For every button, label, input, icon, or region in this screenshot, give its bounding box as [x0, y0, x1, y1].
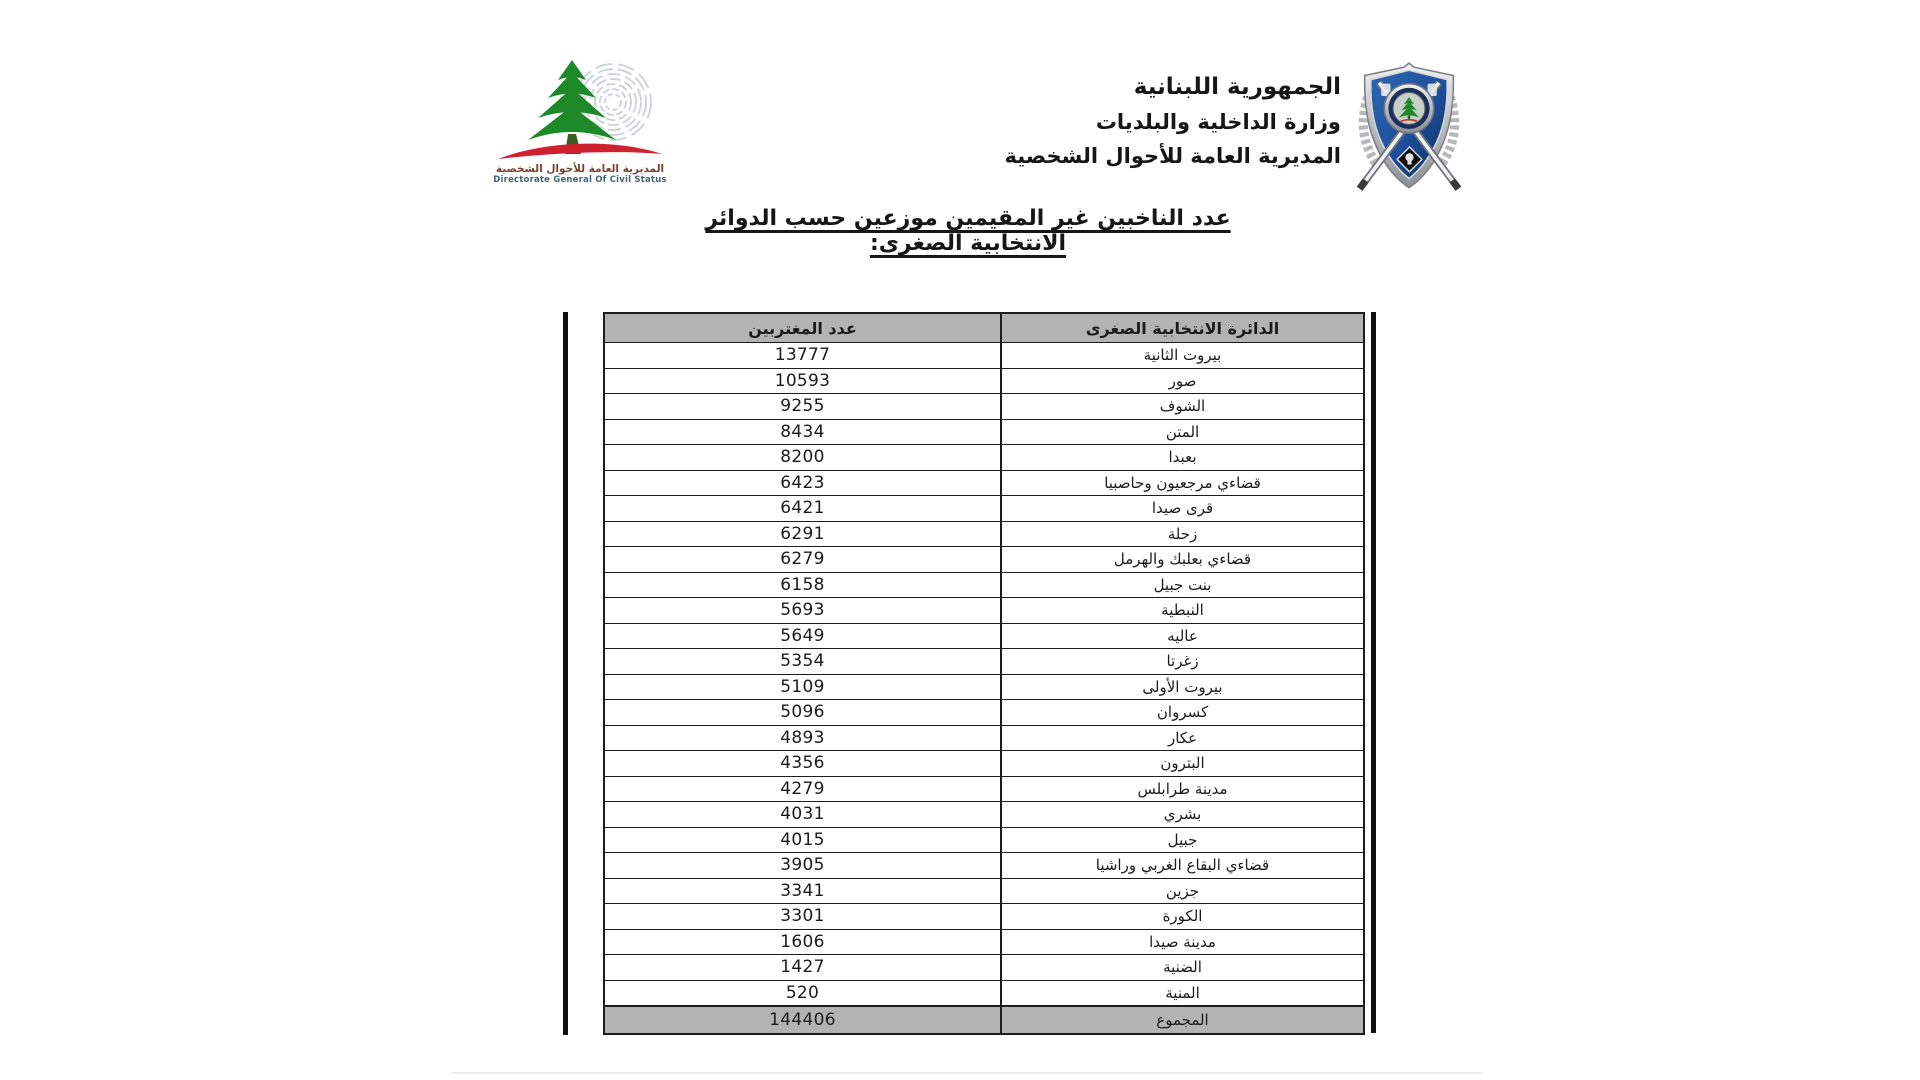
- expatriates-count-cell: 3301: [605, 904, 1002, 929]
- table-row: [605, 495, 1363, 521]
- table-row: [605, 393, 1363, 419]
- expatriates-count-cell: 5354: [605, 649, 1002, 674]
- expatriates-count-cell: 520: [605, 981, 1002, 1006]
- table-row: [605, 419, 1363, 445]
- expatriates-count-cell: 4015: [605, 828, 1002, 853]
- total-count-cell: 144406: [605, 1007, 1002, 1033]
- ministry-title: وزارة الداخلية والبلديات: [1095, 110, 1341, 134]
- table-total-row: [605, 1005, 1363, 1033]
- red-swoosh: [498, 144, 662, 159]
- table-row: [605, 521, 1363, 547]
- expatriates-count-cell: 3905: [605, 853, 1002, 878]
- table-row: [605, 623, 1363, 649]
- expatriates-count-cell: 9255: [605, 394, 1002, 419]
- district-name-cell: بشري: [1163, 805, 1202, 824]
- table-row: [605, 674, 1363, 700]
- expatriates-count-cell: 8200: [605, 445, 1002, 470]
- right-vertical-rule: [1371, 312, 1376, 1033]
- expatriates-count-cell: 1606: [605, 930, 1002, 955]
- expatriates-count-cell: 5109: [605, 675, 1002, 700]
- district-name-cell: الضنية: [1163, 958, 1202, 977]
- district-name-cell: بيروت الأولى: [1142, 677, 1223, 696]
- cedar-tree-icon: [528, 60, 616, 154]
- expatriates-count-cell: 6421: [605, 496, 1002, 521]
- district-name-cell: قرى صيدا: [1151, 499, 1214, 518]
- district-name-cell: الكورة: [1162, 907, 1203, 926]
- district-name-cell: صور: [1168, 371, 1197, 390]
- table-row: [605, 470, 1363, 496]
- column-header-electoral-district: الدائرة الانتخابية الصغرى: [1085, 318, 1280, 338]
- table-row: [605, 776, 1363, 802]
- expatriates-count-cell: 5096: [605, 700, 1002, 725]
- table-row: [605, 444, 1363, 470]
- district-name-cell: عكار: [1167, 728, 1198, 747]
- district-name-cell: مدينة طرابلس: [1137, 779, 1228, 798]
- districts-table: [603, 312, 1365, 1035]
- cedar-medallion-icon: [1384, 84, 1433, 133]
- district-name-cell: المنية: [1165, 983, 1200, 1002]
- district-name-cell: عاليه: [1167, 626, 1198, 645]
- expatriates-count-cell: 4893: [605, 726, 1002, 751]
- district-name-cell: بيروت الثانية: [1143, 346, 1222, 365]
- district-name-cell: جزين: [1165, 881, 1200, 900]
- document-title: عدد الناخبين غير المقيمين موزعين حسب الدوائر الانتخابية الصغرى:: [705, 206, 1231, 256]
- expatriates-count-cell: 8434: [605, 420, 1002, 445]
- district-name-cell: قضاءي بعلبك والهرمل: [1113, 550, 1252, 569]
- expatriates-count-cell: 3341: [605, 879, 1002, 904]
- expatriates-count-cell: 5649: [605, 624, 1002, 649]
- expatriates-count-cell: 1427: [605, 955, 1002, 980]
- expatriates-count-cell: 13777: [605, 343, 1002, 368]
- district-name-cell: كسروان: [1156, 703, 1209, 722]
- district-name-cell: البترون: [1160, 754, 1205, 773]
- district-name-cell: بنت جبيل: [1153, 575, 1212, 594]
- district-name-cell: زحلة: [1167, 524, 1198, 543]
- table-row: [605, 852, 1363, 878]
- table-row: [605, 597, 1363, 623]
- left-logo-caption-arabic: المديرية العامة للأحوال الشخصية: [495, 163, 665, 175]
- left-logo-caption-english: Directorate General Of Civil Status: [493, 175, 667, 185]
- district-name-cell: قضاءي مرجعيون وحاصبيا: [1104, 473, 1261, 492]
- ministry-shield-logo: [1352, 60, 1466, 198]
- table-row: [605, 954, 1363, 980]
- expatriates-count-cell: 6158: [605, 573, 1002, 598]
- district-name-cell: زغرتا: [1166, 652, 1199, 671]
- table-row: [605, 546, 1363, 572]
- page-bottom-scan-edge: [452, 1072, 1482, 1074]
- expatriates-count-cell: 4031: [605, 802, 1002, 827]
- table-row: [605, 903, 1363, 929]
- expatriates-count-cell: 4356: [605, 751, 1002, 776]
- left-vertical-rule: [563, 312, 568, 1035]
- table-row: [605, 572, 1363, 598]
- table-row: [605, 648, 1363, 674]
- district-name-cell: بعبدا: [1168, 448, 1197, 467]
- district-name-cell: المتن: [1165, 422, 1200, 441]
- expatriates-count-cell: 6279: [605, 547, 1002, 572]
- expatriates-count-cell: 4279: [605, 777, 1002, 802]
- district-name-cell: النبطية: [1161, 601, 1204, 620]
- cedar-logo-graphic: [492, 56, 668, 162]
- table-row: [605, 878, 1363, 904]
- table-row: [605, 342, 1363, 368]
- district-name-cell: قضاءي البقاع الغربي وراشيا: [1095, 856, 1270, 875]
- column-header-expatriates-count: عدد المغتربين: [605, 314, 1002, 342]
- table-row: [605, 699, 1363, 725]
- district-name-cell: جبيل: [1167, 830, 1198, 849]
- expatriates-count-cell: 10593: [605, 369, 1002, 394]
- directorate-title: المديرية العامة للأحوال الشخصية: [1004, 144, 1341, 168]
- district-name-cell: مدينة صيدا: [1149, 932, 1216, 951]
- expatriates-count-cell: 6291: [605, 522, 1002, 547]
- district-name-cell: الشوف: [1159, 397, 1206, 416]
- table-row: [605, 827, 1363, 853]
- table-header-row: [605, 314, 1363, 342]
- civil-status-logo: [492, 56, 668, 186]
- republic-title: الجمهورية اللبنانية: [1133, 74, 1341, 100]
- table-row: [605, 929, 1363, 955]
- table-row: [605, 980, 1363, 1006]
- table-row: [605, 801, 1363, 827]
- ministry-header-text: [1005, 70, 1342, 173]
- shield-icon: [1352, 60, 1466, 198]
- table-row: [605, 368, 1363, 394]
- expatriates-count-cell: 5693: [605, 598, 1002, 623]
- total-label-cell: المجموع: [1156, 1011, 1209, 1029]
- expatriates-count-cell: 6423: [605, 471, 1002, 496]
- table-row: [605, 750, 1363, 776]
- table-row: [605, 725, 1363, 751]
